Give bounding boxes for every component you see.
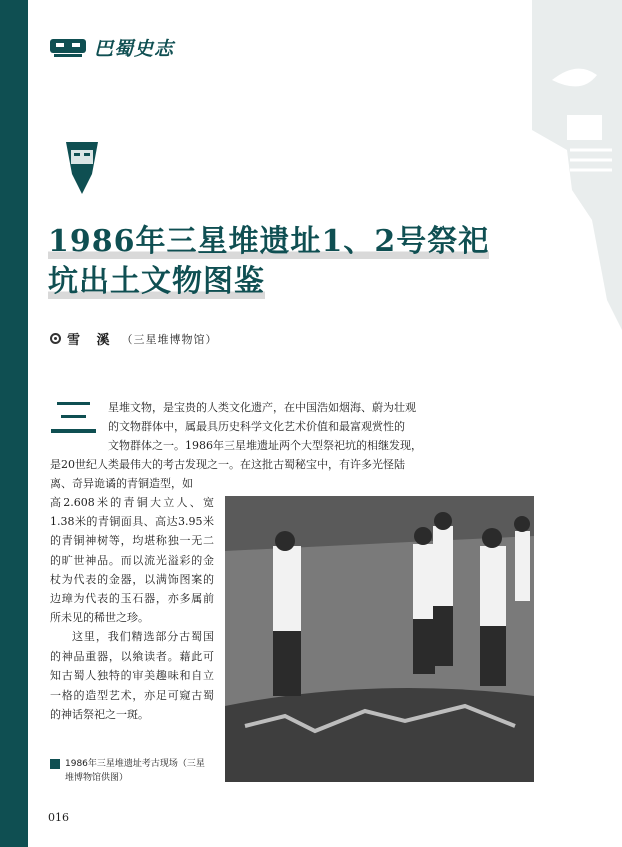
author-affiliation: （三星堆博物馆）: [121, 332, 218, 346]
photo-caption: [50, 757, 210, 785]
magazine-header: [48, 34, 174, 61]
paragraph-1-full-width: [50, 455, 428, 493]
bronze-mask-logo-icon: [48, 37, 88, 59]
caption-text: 1986年三星堆遗址考古现场（三星堆博物馆供图）: [65, 759, 205, 783]
dropcap-san: [51, 399, 96, 435]
author-byline: [50, 329, 218, 348]
caption-marker-icon: [50, 759, 60, 769]
excavation-site-photo: [225, 496, 534, 782]
title-line-1: 1986年三星堆遗址1、2号祭祀: [48, 224, 490, 259]
side-color-bar: [0, 0, 28, 847]
page-number: 016: [48, 811, 69, 824]
para1-line-3: 文物群体之一。1986年三星堆遗址两个大型祭祀坑的相继发现，: [108, 439, 422, 452]
magazine-title: 巴蜀史志: [94, 38, 175, 60]
para1-line-5: 离、奇异诡谲的青铜造型，如: [50, 477, 193, 490]
para1-line-4: 是20世纪人类最伟大的考古发现之一。在这批古蜀秘宝中，有许多光怪陆: [50, 458, 405, 471]
paragraph-1-continued: 高2.608米的青铜大立人、宽1.38米的青铜面具、高达3.95米的青铜神树等，均堪称独一无二的旷世神品。而以流光溢彩的金杖为代表的金器，以满饰图案的边璋为代表的玉石器，亦多属前所未见的稀世之珍。: [50, 496, 214, 625]
article-title: [48, 222, 489, 302]
author-name: 雪 溪: [67, 333, 116, 348]
circle-bullet-icon: [50, 333, 61, 344]
bronze-head-emblem-icon: [62, 138, 102, 196]
para1-line-2: 的文物群体中，属最具历史科学文化艺术价值和最富观赏性的: [108, 420, 405, 433]
paragraph-1-intro: [108, 398, 428, 455]
para1-line-1: 星堆文物，是宝贵的人类文化遗产，在中国浩如烟海、蔚为壮观: [108, 401, 416, 414]
bronze-mask-decoration: [522, 0, 622, 340]
title-line-2: 坑出土文物图鉴: [48, 264, 265, 299]
paragraph-2: 这里，我们精选部分古蜀国的神品重器，以飨读者。藉此可知古蜀人独特的审美趣味和自立一格的造型艺术，亦足可窥古蜀的神话祭祀之一斑。: [50, 630, 214, 721]
